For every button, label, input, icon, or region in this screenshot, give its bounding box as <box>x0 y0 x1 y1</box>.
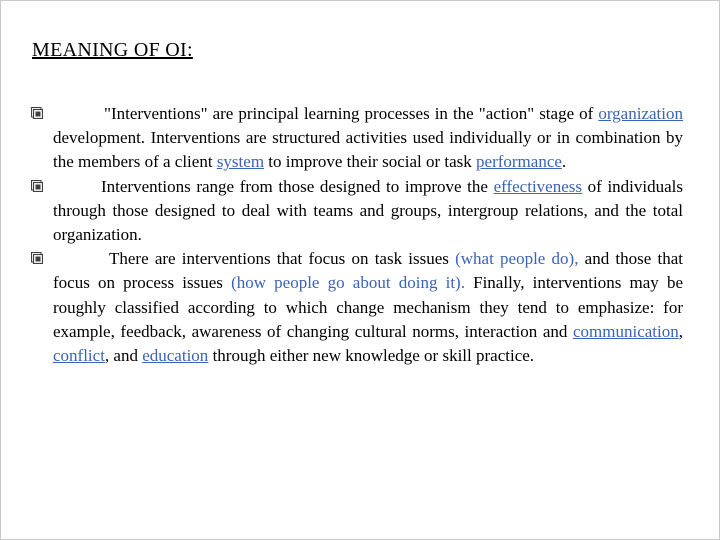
bullet-text: to improve their social or task <box>264 152 477 172</box>
bullet-item-interventions-range <box>53 175 683 248</box>
slide-title: MEANING OF OI: <box>32 39 193 61</box>
bullet-text: "Interventions" are principal learning processes in the "action" stage of <box>104 104 599 123</box>
checkbox-square-bullet-icon <box>31 180 43 192</box>
bullet-item-interventions-focus <box>53 247 683 368</box>
bullet-text: and those that focus on process issues <box>53 249 683 293</box>
bullet-text: of individuals through those designed to deal with teams and groups, intergroup relations, and the total organization. <box>53 176 683 245</box>
bullet-text: Interventions range from those designed to improve the <box>101 176 494 196</box>
bullet-text: through either new knowledge or skill practice. <box>208 346 535 366</box>
highlight-how-people-go-about: (how people go about doing it). <box>231 273 465 293</box>
bullet-text: . <box>561 152 567 172</box>
highlight-what-people-do: (what people do), <box>455 249 579 269</box>
link-conflict[interactable]: conflict <box>53 346 105 366</box>
link-communication[interactable]: communication <box>572 321 679 341</box>
link-organization[interactable]: organization <box>598 104 683 123</box>
link-performance[interactable]: performance <box>476 152 562 172</box>
checkbox-square-bullet-icon <box>31 252 43 264</box>
bullet-list <box>53 102 683 368</box>
bullet-text: Finally, interventions may be roughly classified according to which change mechanism they tend to emphasize: for example, feedback, awareness of changing cultural norms, interaction and <box>53 273 683 341</box>
bullet-text: There are interventions that focus on task issues <box>109 249 456 269</box>
link-education[interactable]: education <box>142 346 209 366</box>
bullet-item-interventions-definition <box>53 102 683 175</box>
link-effectiveness[interactable]: effectiveness <box>493 176 582 196</box>
bullet-text: , and <box>104 346 143 366</box>
bullet-text: , <box>678 321 683 341</box>
link-system[interactable]: system <box>216 152 265 172</box>
checkbox-square-bullet-icon <box>31 107 43 119</box>
bullet-text: development. Interventions are structured activities used individually or in combination by the members of a client <box>53 128 683 172</box>
